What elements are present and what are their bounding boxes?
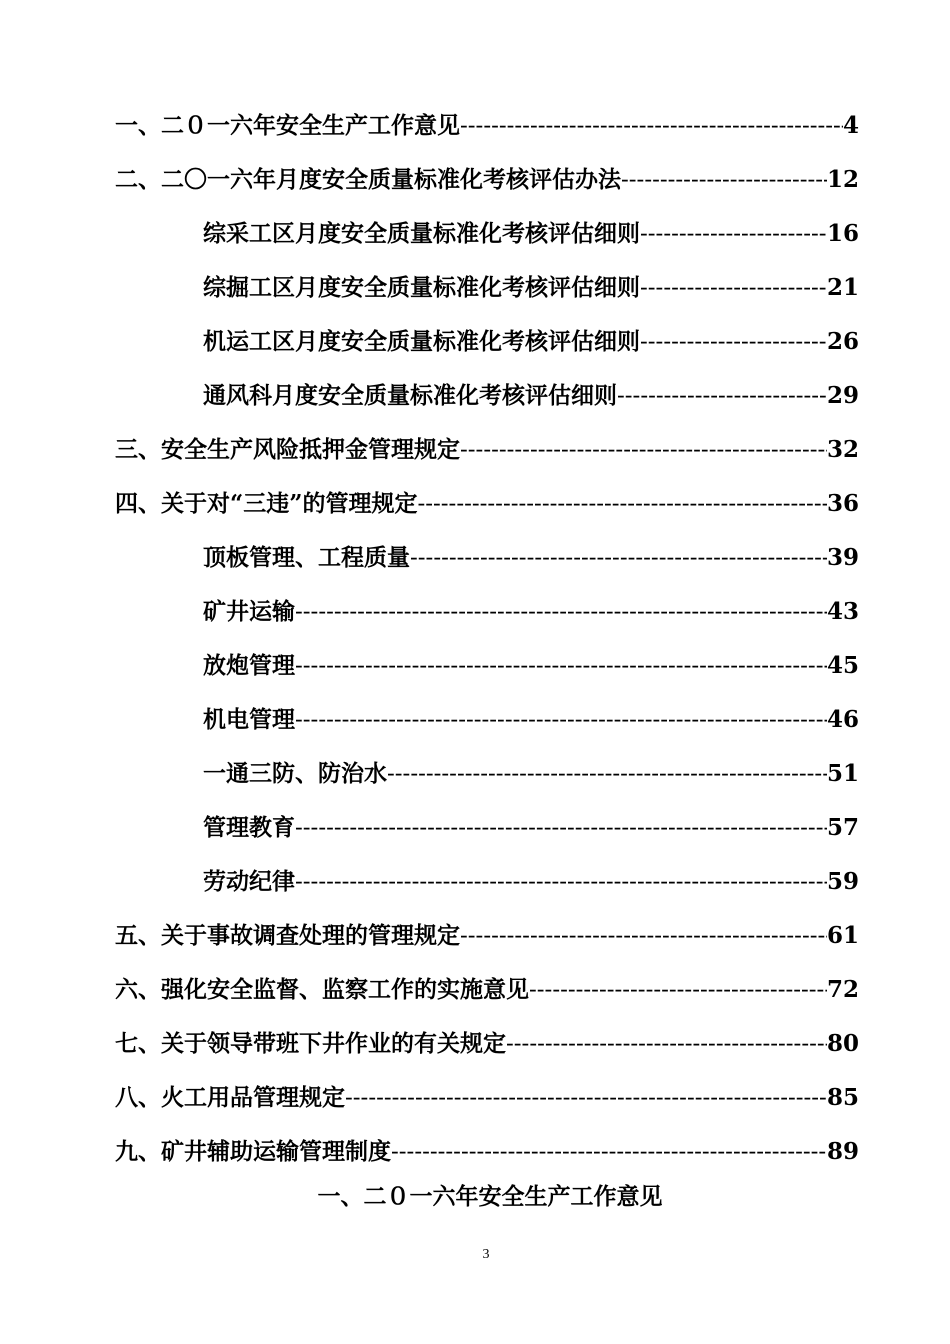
toc-entry-page: 85	[826, 1084, 859, 1111]
toc-leader-dots	[506, 1024, 827, 1064]
toc-leader-dots	[529, 970, 827, 1010]
page-number: 3	[482, 1247, 490, 1262]
toc-entry-page: 61	[826, 922, 859, 949]
toc-subentry[interactable]	[203, 268, 859, 308]
toc-entry-label: 机电管理	[203, 706, 295, 733]
toc-entry-page: 12	[826, 166, 859, 193]
toc-leader-dots	[295, 592, 827, 632]
toc-entry-page: 26	[826, 328, 859, 355]
toc-entry-page: 80	[826, 1030, 859, 1057]
toc-entry-page: 29	[826, 382, 859, 409]
toc-entry[interactable]	[115, 160, 859, 200]
toc-entry-label: 二、二〇一六年月度安全质量标准化考核评估办法	[115, 166, 621, 193]
toc-leader-dots	[640, 322, 827, 362]
toc-entry-page: 57	[826, 814, 859, 841]
toc-entry-label: 八、火工用品管理规定	[115, 1084, 345, 1111]
toc-leader-dots	[295, 700, 827, 740]
toc-entry-label: 顶板管理、工程质量	[203, 544, 410, 571]
toc-subentry[interactable]	[203, 592, 859, 632]
toc-entry-label: 放炮管理	[203, 652, 295, 679]
toc-leader-dots	[621, 160, 827, 200]
toc-entry-page: 51	[826, 760, 859, 787]
toc-subentry[interactable]	[203, 646, 859, 686]
toc-entry-label: 九、矿井辅助运输管理制度	[115, 1138, 391, 1165]
toc-subentry[interactable]	[203, 754, 859, 794]
toc-subentry[interactable]	[203, 214, 859, 254]
toc-entry-label: 六、强化安全监督、监察工作的实施意见	[115, 976, 529, 1003]
toc-entry-label: 机运工区月度安全质量标准化考核评估细则	[203, 328, 640, 355]
toc-entry-page: 39	[826, 544, 859, 571]
toc-entry-page: 16	[826, 220, 859, 247]
toc-entry[interactable]	[115, 970, 859, 1010]
toc-entry-label: 七、关于领导带班下井作业的有关规定	[115, 1030, 506, 1057]
toc-entry-label: 通风科月度安全质量标准化考核评估细则	[203, 382, 617, 409]
toc-entry-page: 45	[826, 652, 859, 679]
toc-leader-dots	[460, 430, 827, 470]
toc-leader-dots	[410, 538, 827, 578]
toc-leader-dots	[617, 376, 827, 416]
toc-entry[interactable]	[115, 1132, 859, 1172]
toc-entry-page: 72	[826, 976, 859, 1003]
toc-entry-label: 三、安全生产风险抵押金管理规定	[115, 436, 460, 463]
toc-entry-label: 管理教育	[203, 814, 295, 841]
toc-entry-label: 四、关于对“三违”的管理规定	[115, 490, 418, 517]
toc-leader-dots	[640, 214, 827, 254]
toc-entry-label: 综采工区月度安全质量标准化考核评估细则	[203, 220, 640, 247]
toc-entry-page: 43	[826, 598, 859, 625]
toc-entry[interactable]	[115, 916, 859, 956]
toc-entry-page: 59	[826, 868, 859, 895]
toc-entry-label: 一、二０一六年安全生产工作意见	[115, 112, 460, 139]
toc-leader-dots	[391, 1132, 827, 1172]
toc-entry-page: 89	[826, 1138, 859, 1165]
toc-leader-dots	[295, 862, 827, 902]
toc-entry-label: 综掘工区月度安全质量标准化考核评估细则	[203, 274, 640, 301]
toc-entry-page: 21	[826, 274, 859, 301]
toc-leader-dots	[295, 646, 827, 686]
toc-entry-page: 36	[826, 490, 859, 517]
toc-entry[interactable]	[115, 1024, 859, 1064]
toc-entry-page: 32	[826, 436, 859, 463]
toc-entry[interactable]	[115, 430, 859, 470]
toc-leader-dots	[460, 106, 843, 146]
toc-entry[interactable]	[115, 484, 859, 524]
toc-leader-dots	[345, 1078, 827, 1118]
toc-entry[interactable]	[115, 106, 859, 146]
toc-subentry[interactable]	[203, 376, 859, 416]
toc-entry-label: 一通三防、防治水	[203, 760, 387, 787]
toc-subentry[interactable]	[203, 322, 859, 362]
toc-subentry[interactable]	[203, 700, 859, 740]
toc-leader-dots	[460, 916, 827, 956]
toc-subentry[interactable]	[203, 538, 859, 578]
toc-entry-label: 五、关于事故调查处理的管理规定	[115, 922, 460, 949]
toc-entry-page: 4	[842, 112, 859, 139]
toc-leader-dots	[640, 268, 827, 308]
toc-leader-dots	[417, 484, 827, 524]
toc-leader-dots	[295, 808, 827, 848]
toc-subentry[interactable]	[203, 862, 859, 902]
section-heading: 一、二０一六年安全生产工作意见	[317, 1183, 663, 1210]
toc-subentry[interactable]	[203, 808, 859, 848]
toc-leader-dots	[387, 754, 827, 794]
toc-entry-label: 劳动纪律	[203, 868, 295, 895]
toc-entry[interactable]	[115, 1078, 859, 1118]
toc-entry-page: 46	[826, 706, 859, 733]
toc-entry-label: 矿井运输	[203, 598, 295, 625]
